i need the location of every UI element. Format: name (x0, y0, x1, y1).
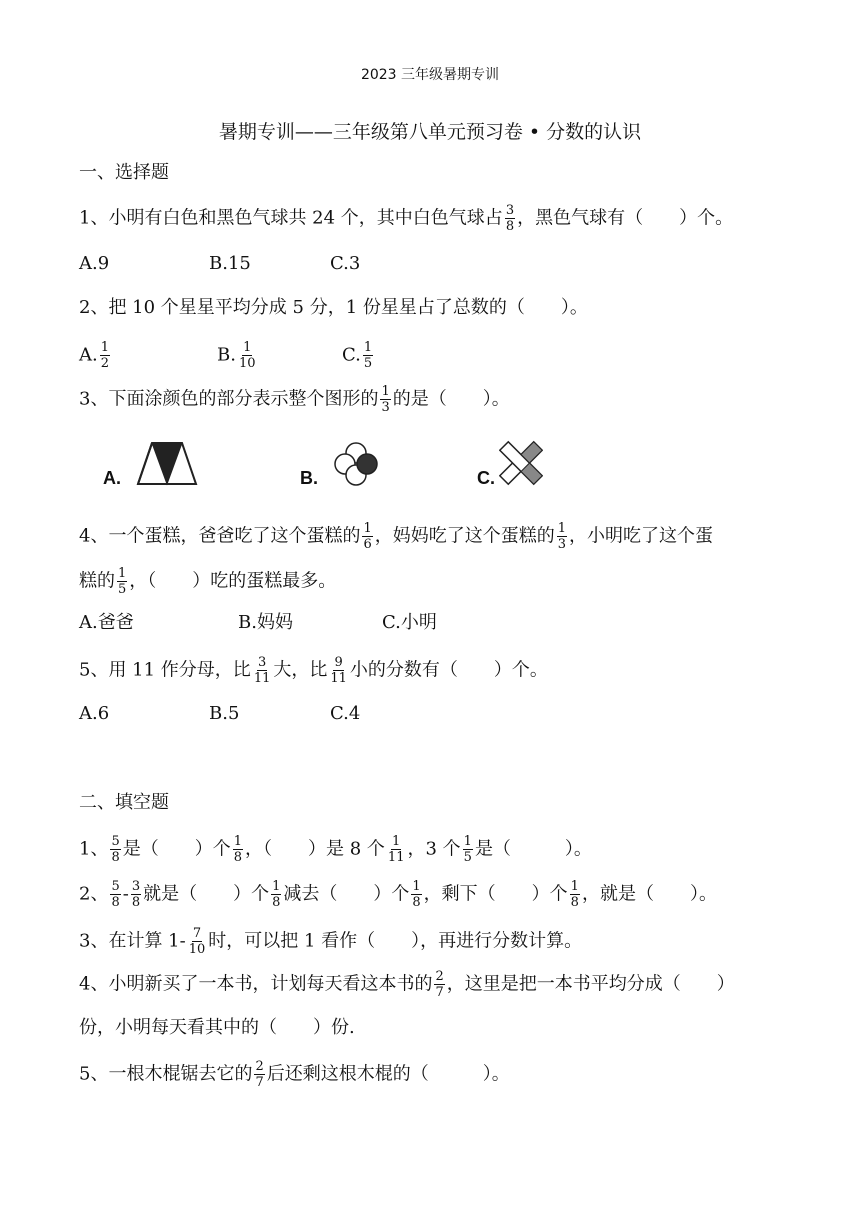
option-label: B. (217, 344, 236, 366)
fraction (380, 384, 390, 415)
denominator: 8 (412, 895, 421, 910)
figure-label-b: B. (300, 468, 318, 488)
q2-5 (79, 1059, 510, 1090)
fraction (434, 969, 444, 1000)
minus-sign: - (122, 883, 129, 905)
fraction (557, 521, 567, 552)
q2-4-line2: 份，小明每天看其中的（ ）份. (79, 1017, 355, 1038)
q1-4-option-a: A.爸爸 (79, 612, 134, 633)
numerator: 1 (363, 340, 373, 355)
option-label: C. (342, 344, 361, 366)
fraction (253, 655, 272, 686)
page-title: 暑期专训——三年级第八单元预习卷 • 分数的认识 (218, 121, 642, 143)
numerator: 3 (505, 203, 515, 218)
figure-label-c: C. (477, 468, 495, 488)
q2-2 (79, 879, 717, 910)
q1-5 (79, 655, 548, 686)
q2-2-text-d: ，剩下（ ）个 (423, 883, 568, 905)
q1-2-option-b (217, 340, 259, 371)
denominator: 10 (238, 356, 256, 371)
four-circles-figure (333, 441, 379, 487)
q1-5-option-a: A.6 (79, 703, 110, 724)
section2-heading: 二、填空题 (79, 792, 169, 813)
fraction (463, 834, 473, 865)
denominator: 10 (188, 942, 206, 957)
q2-2-text-a: 2、 (79, 883, 109, 905)
q2-1-text-a: 1、 (79, 838, 109, 860)
q1-2-option-c (342, 340, 375, 371)
numerator: 1 (272, 879, 281, 894)
figure-label-a: A. (103, 468, 121, 488)
q1-5-text-c: 小的分数有（ ）个。 (349, 659, 548, 681)
numerator: 1 (243, 340, 252, 355)
q2-4-text-b: ，这里是把一本书平均分成（ ） (446, 973, 735, 995)
q2-2-text-c: 减去（ ）个 (283, 883, 410, 905)
q1-4-option-b: B.妈妈 (238, 612, 293, 633)
numerator: 2 (435, 969, 444, 984)
fraction (254, 1059, 264, 1090)
fraction (387, 834, 406, 865)
numerator: 1 (118, 566, 127, 581)
q1-1-option-b: B.15 (209, 253, 251, 274)
q1-1-option-c: C.3 (330, 253, 361, 274)
q1-4-text-c: ，小明吃了这个蛋 (569, 525, 714, 547)
fraction (271, 879, 281, 910)
denominator: 7 (435, 985, 444, 1000)
section1-heading: 一、选择题 (79, 162, 169, 183)
trapezoid-figure (136, 440, 198, 488)
denominator: 6 (363, 537, 372, 552)
denominator: 5 (118, 582, 127, 597)
numerator: 1 (570, 879, 579, 894)
numerator: 7 (192, 926, 202, 941)
fraction (238, 340, 257, 371)
denominator: 7 (255, 1075, 264, 1090)
numerator: 1 (233, 834, 243, 849)
cross-figure (499, 439, 543, 487)
denominator: 8 (131, 895, 141, 910)
q2-2-text-b: 就是（ ）个 (143, 883, 270, 905)
numerator: 1 (463, 834, 472, 849)
denominator: 5 (363, 356, 373, 371)
q2-5-text-b: 后还剩这根木棍的（ ）。 (266, 1063, 510, 1085)
q1-1-text-b: ，黑色气球有（ ）个。 (517, 207, 734, 229)
numerator: 1 (557, 521, 567, 536)
fraction (188, 926, 207, 957)
fraction (131, 879, 141, 910)
numerator: 1 (392, 834, 401, 849)
denominator: 2 (100, 356, 110, 371)
denominator: 11 (253, 671, 271, 686)
q2-3-text-b: 时，可以把 1 看作（ ），再进行分数计算。 (208, 930, 583, 952)
q1-5-text-a: 5、用 11 作分母，比 (79, 659, 251, 681)
q2-1-text-c: ，（ ）是 8 个 (245, 838, 385, 860)
denominator: 8 (272, 895, 281, 910)
denominator: 8 (233, 850, 243, 865)
denominator: 3 (381, 400, 390, 415)
denominator: 3 (557, 537, 567, 552)
numerator: 5 (111, 879, 120, 894)
fraction (505, 203, 515, 234)
fraction (411, 879, 421, 910)
q1-1-option-a: A.9 (79, 253, 110, 274)
fraction (362, 521, 372, 552)
q1-4-text-b: ，妈妈吃了这个蛋糕的 (374, 525, 555, 547)
q2-4-line1 (79, 969, 735, 1000)
numerator: 1 (412, 879, 421, 894)
denominator: 11 (330, 671, 347, 686)
q1-3-text-a: 3、下面涂颜色的部分表示整个图形的 (79, 388, 379, 410)
numerator: 3 (131, 879, 141, 894)
q2-1 (79, 834, 592, 865)
fraction (117, 566, 127, 597)
numerator: 2 (255, 1059, 264, 1074)
q2-3 (79, 926, 582, 957)
fraction (329, 655, 348, 686)
q1-4-line1 (79, 521, 713, 552)
q1-5-option-c: C.4 (330, 703, 361, 724)
page-header: 2023 三年级暑期专训 (360, 67, 500, 83)
q1-1 (79, 203, 733, 234)
numerator: 5 (111, 834, 120, 849)
q1-2: 2、把 10 个星星平均分成 5 分，1 份星星占了总数的（ ）。 (79, 297, 588, 318)
q1-4-line2 (79, 566, 336, 597)
denominator: 5 (463, 850, 472, 865)
q2-5-text-a: 5、一根木棍锯去它的 (79, 1063, 253, 1085)
q1-1-text-a: 1、小明有白色和黑色气球共 24 个，其中白色气球占 (79, 207, 503, 229)
fraction (570, 879, 580, 910)
q2-1-text-b: 是（ ）个 (122, 838, 231, 860)
q1-3 (79, 384, 510, 415)
fraction (100, 340, 110, 371)
q1-5-text-b: 大，比 (273, 659, 328, 681)
q2-1-text-d: ，3 个 (407, 838, 461, 860)
numerator: 1 (100, 340, 110, 355)
numerator: 1 (363, 521, 372, 536)
numerator: 1 (381, 384, 390, 399)
q2-2-text-e: ，就是（ ）。 (581, 883, 717, 905)
option-label: A. (79, 344, 98, 366)
fraction (110, 834, 120, 865)
q1-3-text-b: 的是（ ）。 (392, 388, 510, 410)
q1-4-text-a: 4、一个蛋糕，爸爸吃了这个蛋糕的 (79, 525, 361, 547)
numerator: 3 (257, 655, 267, 670)
q1-4-option-c: C.小明 (382, 612, 437, 633)
denominator: 8 (505, 219, 515, 234)
q2-3-text-a: 3、在计算 1- (79, 930, 186, 952)
fraction (363, 340, 373, 371)
q2-4-text-a: 4、小明新买了一本书，计划每天看这本书的 (79, 973, 433, 995)
denominator: 11 (387, 850, 405, 865)
fraction (233, 834, 243, 865)
denominator: 8 (111, 850, 120, 865)
denominator: 8 (570, 895, 579, 910)
q2-1-text-e: 是（ ）。 (474, 838, 592, 860)
q1-2-option-a (79, 340, 112, 371)
fraction (110, 879, 120, 910)
numerator: 9 (334, 655, 343, 670)
denominator: 8 (111, 895, 120, 910)
q1-5-option-b: B.5 (209, 703, 240, 724)
q1-4-text-d: 糕的 (79, 570, 115, 592)
q1-4-text-e: ，（ ）吃的蛋糕最多。 (129, 570, 337, 592)
